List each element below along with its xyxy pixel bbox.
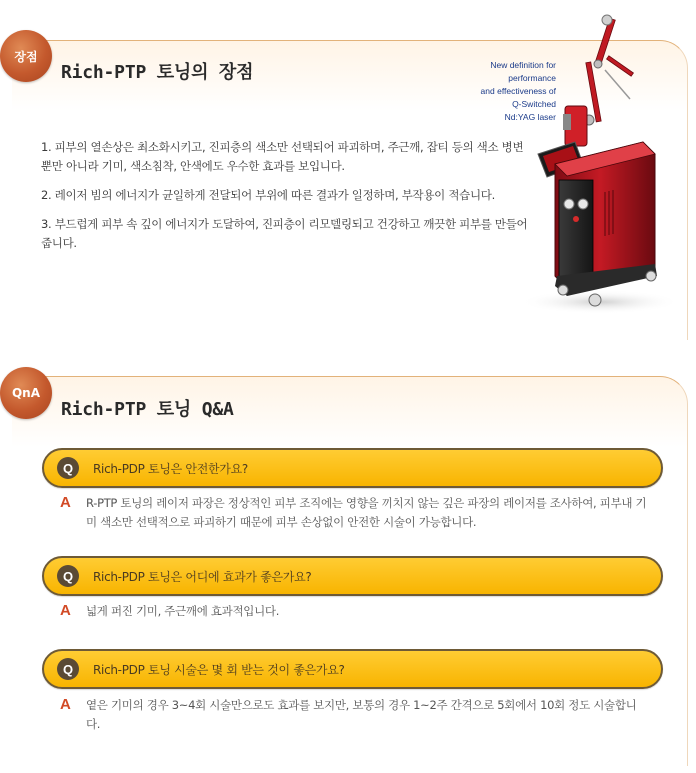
answer-icon: A	[60, 494, 71, 511]
answer-3-text: 옅은 기미의 경우 3~4회 시술만으로도 효과를 보지만, 보통의 경우 1~2주 간격으로 5회에서 10회 정도 시술합니다.	[86, 698, 637, 731]
answer-3	[60, 696, 650, 734]
answer-1	[60, 494, 650, 532]
question-icon: Q	[57, 457, 79, 479]
question-1-bar	[42, 448, 663, 488]
qna-title: Rich-PTP 토닝 Q&A	[61, 399, 234, 420]
qna-badge: QnA	[0, 367, 52, 419]
question-2-bar	[42, 556, 663, 596]
tagline-line-4: Q-Switched	[512, 99, 556, 109]
answer-icon: A	[60, 696, 71, 713]
advantage-item-2: 2. 레이저 빔의 에너지가 균일하게 전달되어 부위에 따른 결과가 일정하며, 부작용이 적습니다.	[41, 188, 495, 202]
question-3-text: Rich-PDP 토닝 시술은 몇 회 받는 것이 좋은가요?	[93, 662, 345, 677]
advantage-item-3: 3. 부드럽게 피부 속 깊이 에너지가 도달하여, 진피층이 리모델링되고 건강하고 깨끗한 피부를 만들어줍니다.	[41, 217, 528, 250]
question-icon: Q	[57, 658, 79, 680]
tagline-line-2: performance	[508, 73, 556, 83]
tagline-line-5: Nd:YAG laser	[504, 112, 556, 122]
laser-machine-image	[505, 14, 680, 314]
advantage-item-1: 1. 피부의 열손상은 최소화시키고, 진피층의 색소만 선택되어 파괴하며, 주근깨, 잡티 등의 색소 병변 뿐만 아니라 기미, 색소침착, 안색에도 우수한 효과를 보입니다.	[41, 140, 524, 173]
question-icon: Q	[57, 565, 79, 587]
question-1-text: Rich-PDP 토닝은 안전한가요?	[93, 461, 248, 476]
answer-2-text: 넓게 퍼진 기미, 주근깨에 효과적입니다.	[86, 604, 280, 618]
answer-icon: A	[60, 602, 71, 619]
question-2-text: Rich-PDP 토닝은 어디에 효과가 좋은가요?	[93, 569, 312, 584]
answer-1-text: R-PTP 토닝의 레이저 파장은 정상적인 피부 조직에는 영향을 끼치지 않는 깊은 파장의 레이저를 조사하여, 피부내 기미 색소만 선택적으로 파괴하기 때문에 피부 손상없이 안전한 시술이 가능합니다.	[86, 496, 647, 529]
question-3-bar	[42, 649, 663, 689]
advantages-list	[41, 138, 531, 263]
answer-2	[60, 602, 650, 621]
tagline-line-1: New definition for	[490, 60, 556, 70]
advantages-title: Rich-PTP 토닝의 장점	[61, 62, 254, 83]
tagline-line-3: and effectiveness of	[480, 86, 556, 96]
advantages-badge: 장점	[0, 30, 52, 82]
